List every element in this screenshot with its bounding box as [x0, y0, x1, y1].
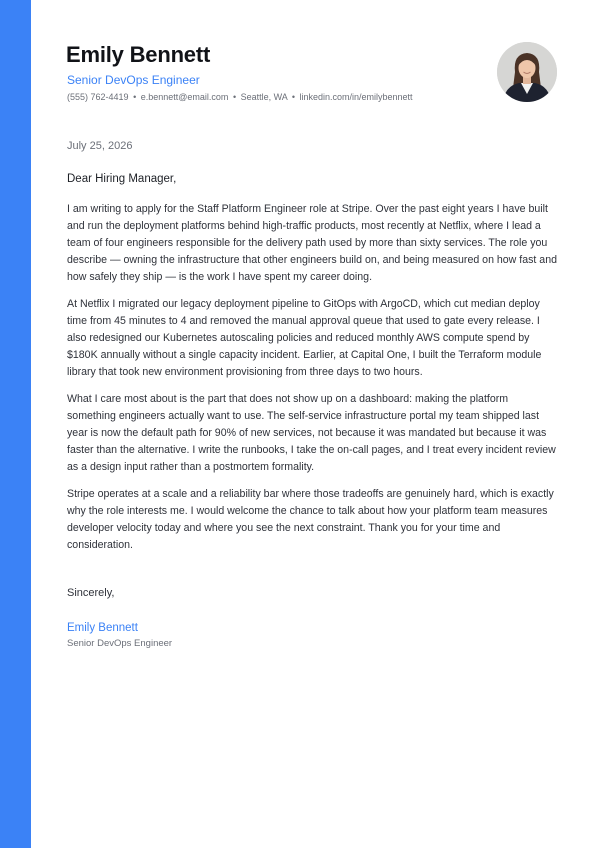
contact-phone: (555) 762-4419: [67, 92, 129, 102]
letter-date: July 25, 2026: [67, 140, 133, 152]
header-job-title: Senior DevOps Engineer: [67, 73, 200, 87]
closing: Sincerely,: [67, 587, 115, 599]
contact-line: [67, 92, 413, 102]
contact-email[interactable]: e.bennett@email.com: [140, 92, 229, 102]
signature-title: Senior DevOps Engineer: [67, 638, 173, 649]
body-paragraph: Stripe operates at a scale and a reliability bar where those tradeoffs are genuinely hard, which is exactly why the role interests me. I would welcome the chance to talk about how your platform team measures developer velocity today and where you see the next constraint. Thank you for your time and consideration.: [67, 488, 554, 551]
accent-sidebar-bar: [0, 0, 31, 848]
contact-location: Seattle, WA: [240, 92, 288, 102]
body-paragraph: I am writing to apply for the Staff Platform Engineer role at Stripe. Over the past eight years I have built and run the deployment platforms behind high-traffic products, most recently at Netflix, where I lead a team of four engineers responsible for the delivery path used by more than sixty services. The role you describe — owning the infrastructure that other engineers build on, and being measured on how fast and how safely they ship — is the work I have spent my career doing.: [67, 203, 557, 283]
contact-linkedin[interactable]: linkedin.com/in/emilybennett: [299, 92, 413, 102]
body-paragraph: What I care most about is the part that does not show up on a dashboard: making the platform something engineers actually want to use. The self-service infrastructure portal my team shipped last year is now the default path for 90% of new services, not because it was mandated but because it was faster than the alternative. I write the runbooks, I take the on-call pages, and I treat every incident review as a design input rather than a postmortem formality.: [67, 393, 556, 473]
letter-body: [67, 201, 559, 564]
salutation: Dear Hiring Manager,: [67, 173, 177, 185]
contact-separator: •: [291, 92, 295, 102]
profile-photo-icon: [497, 42, 557, 102]
avatar: [497, 42, 557, 102]
body-paragraph: At Netflix I migrated our legacy deployment pipeline to GitOps with ArgoCD, which cut median deploy time from 45 minutes to 4 and removed the manual approval queue that used to gate every release. I also redesigned our Kubernetes autoscaling policies and reduced monthly AWS compute spend by $180K annually without a single capacity incident. Earlier, at Capital One, I built the Terraform module library that took new environment provisioning from three days to two hours.: [67, 298, 542, 378]
contact-separator: •: [133, 92, 137, 102]
header-name: Emily Bennett: [66, 42, 211, 67]
signature-name: Emily Bennett: [67, 622, 138, 634]
contact-separator: •: [232, 92, 237, 102]
